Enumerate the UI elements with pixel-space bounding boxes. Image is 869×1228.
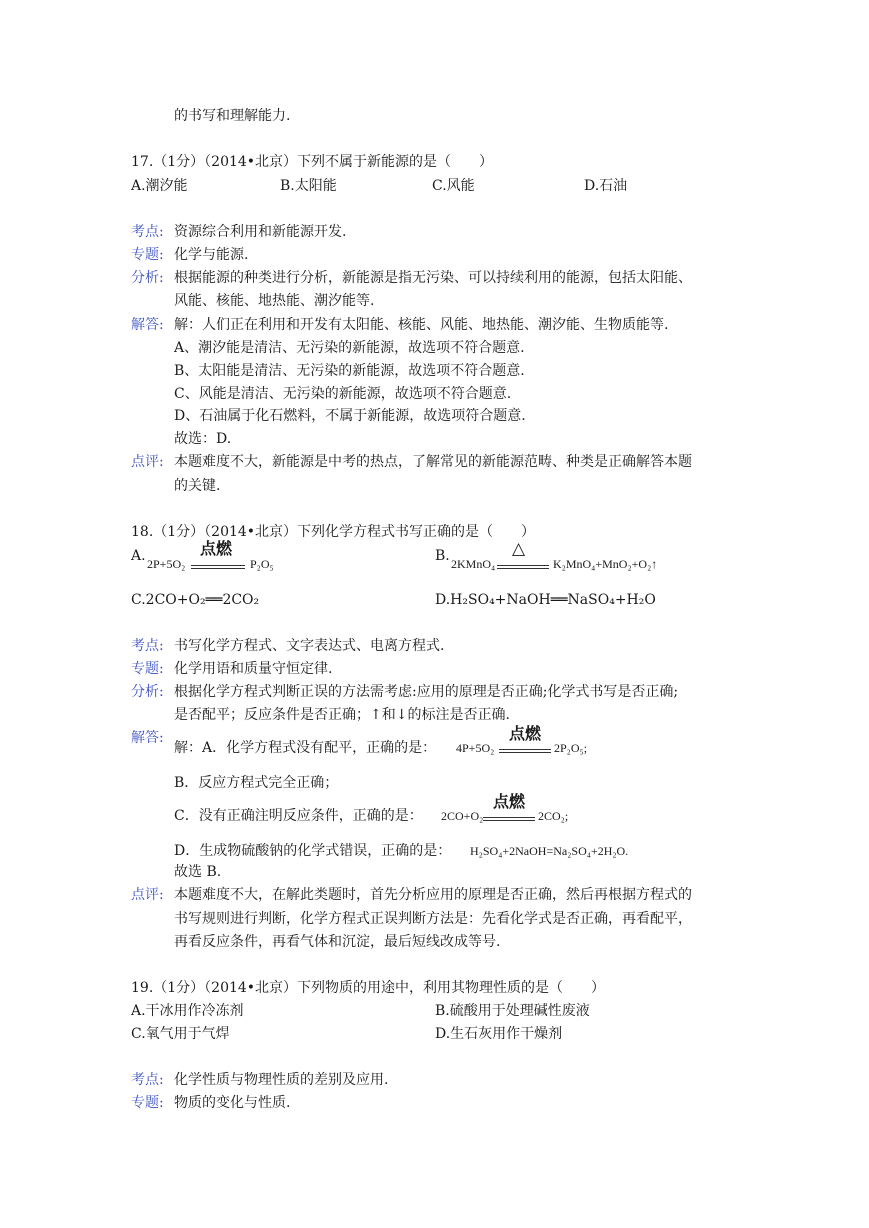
q18-kaodian-label: 考点: xyxy=(131,638,164,654)
q19-kaodian-label: 考点: xyxy=(131,1072,164,1088)
q18-jieda-c-products: 2CO₂; xyxy=(538,809,569,823)
q19-option-b: B.硫酸用于处理碱性废液 xyxy=(435,1003,590,1019)
q17-jieda-line: A、潮汐能是清洁、无污染的新能源，故选项不符合题意. xyxy=(174,340,525,356)
q18-option-b-reactants: 2KMnO₄ xyxy=(451,557,496,571)
q18-jieda-a-text: 解：A．化学方程式没有配平，正确的是： xyxy=(174,740,437,756)
q18-fenxi-line: 是否配平；反应条件是否正确；↑和↓的标注是否正确. xyxy=(174,707,510,723)
q18-option-b-condition: △ xyxy=(512,539,526,559)
q18-option-a-reactants: 2P+5O₂ xyxy=(147,557,186,571)
q18-dianping-label: 点评: xyxy=(131,887,164,903)
q18-option-b-equals xyxy=(497,565,549,569)
q19-option-a: A.干冰用作冷冻剂 xyxy=(131,1003,244,1019)
q18-jieda-b: B．反应方程式完全正确； xyxy=(174,775,339,791)
q18-jieda-a-reactants: 4P+5O₂ xyxy=(456,741,495,755)
q18-option-b-products: K₂MnO₄+MnO₂+O₂↑ xyxy=(553,557,658,571)
q18-option-b-label: B. xyxy=(435,548,450,564)
q17-jieda-line: C、风能是清洁、无污染的新能源，故选项不符合题意. xyxy=(174,386,512,402)
q17-option-c: C.风能 xyxy=(432,178,475,194)
q18-jieda-c-text: C．没有正确注明反应条件，正确的是： xyxy=(174,808,423,824)
q18-jieda-c-reactants: 2CO+O₂ xyxy=(441,809,484,823)
q18-kaodian: 书写化学方程式、文字表达式、电离方程式. xyxy=(174,638,445,654)
q17-kaodian-label: 考点: xyxy=(131,224,164,240)
q17-fenxi-label: 分析: xyxy=(131,270,164,286)
q18-option-c: C.2CO+O₂══2CO₂ xyxy=(131,592,260,608)
q17-jieda-line: B、太阳能是清洁、无污染的新能源，故选项不符合题意. xyxy=(174,363,525,379)
q19-option-c: C.氧气用于气焊 xyxy=(131,1026,230,1042)
q18-jieda-c-equals xyxy=(483,817,535,821)
q18-jieda-d-text: D．生成物硫酸钠的化学式错误，正确的是： xyxy=(174,843,452,859)
q18-jieda-a-products: 2P₂O₅; xyxy=(554,741,588,755)
continuation-line: 的书写和理解能力. xyxy=(174,108,291,124)
q18-title: 18.（1分）（2014•北京）下列化学方程式书写正确的是（ ） xyxy=(131,524,536,540)
q18-option-d: D.H₂SO₄+NaOH══NaSO₄+H₂O xyxy=(435,592,656,608)
q17-dianping-label: 点评: xyxy=(131,454,164,470)
q18-fenxi-label: 分析: xyxy=(131,684,164,700)
q18-jieda-label: 解答: xyxy=(131,730,164,746)
q18-dianping-line: 再看反应条件，再看气体和沉淀，最后短线改成等号. xyxy=(174,934,501,950)
q17-jieda-line: 故选：D. xyxy=(174,431,232,447)
q17-fenxi-line: 根据能源的种类进行分析，新能源是指无污染、可以持续利用的能源，包括太阳能、 xyxy=(174,270,692,286)
q19-zhuanti: 物质的变化与性质. xyxy=(174,1095,291,1111)
q18-option-a-label: A. xyxy=(131,548,146,564)
q18-option-a-equals xyxy=(191,565,245,569)
q19-zhuanti-label: 专题: xyxy=(131,1095,164,1111)
q17-zhuanti: 化学与能源. xyxy=(174,247,249,263)
q18-jieda-d-equation: H₂SO₄+2NaOH=Na₂SO₄+2H₂O. xyxy=(470,844,629,858)
q17-jieda-label: 解答: xyxy=(131,317,164,333)
q17-zhuanti-label: 专题: xyxy=(131,247,164,263)
q18-jieda-a-equals xyxy=(499,749,551,753)
q19-kaodian: 化学性质与物理性质的差别及应用. xyxy=(174,1072,389,1088)
q17-jieda-line: D、石油属于化石燃料，不属于新能源，故选项符合题意. xyxy=(174,408,526,424)
q17-title: 17.（1分）（2014•北京）下列不属于新能源的是（ ） xyxy=(131,154,494,170)
q18-option-a-condition: 点燃 xyxy=(200,539,233,558)
q18-fenxi-line: 根据化学方程式判断正误的方法需考虑:应用的原理是否正确;化学式书写是否正确; xyxy=(174,684,679,700)
q19-option-d: D.生石灰用作干燥剂 xyxy=(435,1026,563,1042)
q18-zhuanti-label: 专题: xyxy=(131,661,164,677)
q17-option-d: D.石油 xyxy=(584,178,628,194)
q18-jieda-a-condition: 点燃 xyxy=(509,724,542,743)
q18-dianping-line: 本题难度不大，在解此类题时，首先分析应用的原理是否正确，然后再根据方程式的 xyxy=(174,887,692,903)
q18-dianping-line: 书写规则进行判断，化学方程式正误判断方法是：先看化学式是否正确，再看配平， xyxy=(174,911,692,927)
q18-jieda-c-condition: 点燃 xyxy=(493,792,526,811)
q18-option-a-products: P₂O₅ xyxy=(250,557,274,571)
q17-jieda-line: 解：人们正在利用和开发有太阳能、核能、风能、地热能、潮汐能、生物质能等. xyxy=(174,317,669,333)
q17-fenxi-line: 风能、核能、地热能、潮汐能等. xyxy=(174,293,375,309)
q17-dianping-line: 本题难度不大，新能源是中考的热点，了解常见的新能源范畴、种类是正确解答本题 xyxy=(174,454,692,470)
q18-jieda-end: 故选 B. xyxy=(174,864,222,880)
q17-option-b: B.太阳能 xyxy=(280,178,337,194)
q18-zhuanti: 化学用语和质量守恒定律. xyxy=(174,661,333,677)
q17-dianping-line: 的关键. xyxy=(174,478,221,494)
q17-kaodian: 资源综合利用和新能源开发. xyxy=(174,224,347,240)
q17-option-a: A.潮汐能 xyxy=(131,178,188,194)
q19-title: 19.（1分）（2014•北京）下列物质的用途中，利用其物理性质的是（ ） xyxy=(131,980,606,996)
